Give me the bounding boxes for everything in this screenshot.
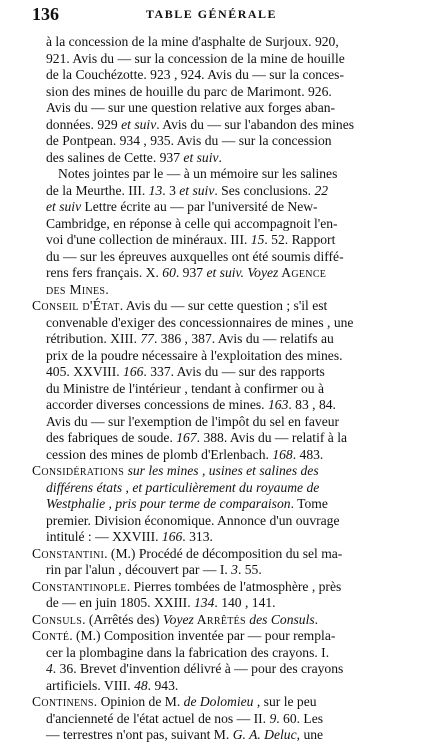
index-text: — terrestres n'ont pas, suivant M. <box>46 727 233 742</box>
index-line <box>46 645 329 662</box>
index-text: de — en juin 1805. XXIII. <box>46 595 194 610</box>
index-line <box>32 579 341 596</box>
index-line <box>46 216 338 233</box>
index-line <box>46 249 344 266</box>
index-text: . (M.) Composition inventée par — pour rempla- <box>69 628 336 643</box>
index-text: . 52. Rapport <box>264 232 336 247</box>
index-text: prix de la poudre nécessaire à l'exploitation des mines. <box>46 347 343 363</box>
index-text: . Opinion de M. <box>93 694 184 709</box>
index-text: artificiels. VIII. <box>46 677 135 693</box>
index-line <box>46 100 335 117</box>
index-heading: Agence <box>278 265 327 280</box>
index-text: 163 <box>267 397 289 412</box>
index-text: cer la plombagine dans la fabrication des crayons. I. <box>46 644 330 660</box>
index-text: rens fers français. X. <box>46 265 163 280</box>
index-text: . 337. Avis du — sur des rapports <box>143 364 325 379</box>
index-text: Westphalie , pris pour terme de comparaison <box>46 496 291 511</box>
index-text: de Dolomieu <box>183 694 254 709</box>
index-line <box>46 199 318 216</box>
index-text: Notes jointes par le — à un mémoire sur les salines <box>58 166 338 181</box>
index-text: 166 <box>123 364 144 379</box>
index-line <box>58 166 337 183</box>
index-text: 167 <box>176 430 197 445</box>
index-text: . 388. Avis du — relatif à la <box>196 430 348 445</box>
index-line <box>46 661 343 678</box>
index-text: 13 <box>148 182 163 198</box>
index-text: . <box>314 611 319 627</box>
index-text: . 140 , 141. <box>214 595 276 610</box>
index-text: des Consuls <box>245 611 315 627</box>
index-text: 166 <box>161 529 183 544</box>
index-text: du — sur les épreuves auxquelles ont été soumis diffé- <box>46 248 344 264</box>
index-heading: Conté <box>32 628 70 643</box>
running-title: TABLE GÉNÉRALE <box>145 7 278 21</box>
index-text: , une <box>296 727 324 742</box>
index-line <box>46 51 345 68</box>
index-line <box>46 414 339 431</box>
index-line <box>46 711 323 728</box>
index-heading: Arrêtés <box>193 611 246 627</box>
index-text: à la concession de la mine d'asphalte de Surjoux. 920, <box>46 34 339 49</box>
index-line <box>46 282 109 299</box>
index-text: sion des mines de houille du parc de Marimont. 926. <box>46 83 332 99</box>
index-text: rétribution. XIII. <box>46 331 141 346</box>
index-text: données. 929 <box>46 116 122 132</box>
index-text: . 943. <box>147 677 179 693</box>
index-text: 77 <box>140 331 154 346</box>
index-line <box>46 67 344 84</box>
index-line <box>46 150 222 167</box>
index-heading: Consuls <box>32 611 83 627</box>
index-text: . 313. <box>182 529 213 544</box>
index-text: et suiv <box>179 182 215 198</box>
index-line <box>32 612 318 629</box>
index-text: . (Arrêtés des) <box>82 611 163 627</box>
page-header <box>0 4 423 26</box>
index-text: Lettre écrite au — par l'université de New- <box>81 199 318 214</box>
index-text: . 3 <box>162 182 180 198</box>
index-text: et suiv. Voyez <box>206 265 279 280</box>
index-line <box>32 628 335 645</box>
index-text: accorder diverses concessions de mines. <box>46 397 268 412</box>
index-text: . Tome <box>290 496 328 511</box>
index-line <box>46 447 323 464</box>
index-text: 22 <box>314 182 329 198</box>
index-text: . Ses conclusions. <box>214 182 315 198</box>
index-heading: Conseil d'État <box>32 298 120 313</box>
index-text: . 386 , 387. Avis du — relatifs au <box>153 331 334 346</box>
index-text: voi d'une collection de minéraux. III. <box>46 232 251 247</box>
index-line <box>46 315 353 332</box>
index-text: 3 <box>231 562 238 577</box>
index-text: . <box>105 281 109 297</box>
index-line <box>46 364 325 381</box>
index-text: 9 <box>269 710 277 726</box>
index-text: Voyez <box>162 611 194 627</box>
index-text: 4 <box>46 661 53 676</box>
index-text: . <box>218 149 222 165</box>
index-text: 134 <box>194 595 215 610</box>
index-text: , sur le peu <box>253 694 317 709</box>
index-text: et suiv <box>121 116 157 132</box>
index-text: de la Meurthe. III. <box>46 182 149 198</box>
index-line <box>46 397 336 414</box>
index-line <box>46 34 339 51</box>
index-text: Cambridge, en réponse à celle qui accompagnoit l'en- <box>46 215 338 231</box>
index-line <box>46 529 213 546</box>
index-line <box>46 381 324 398</box>
index-line <box>46 678 178 695</box>
index-line <box>46 348 343 365</box>
index-text: et suiv <box>46 199 82 214</box>
index-text: G. A. Deluc <box>232 727 297 742</box>
index-line <box>46 595 276 612</box>
index-text: Avis du — sur une question relative aux forges aban- <box>46 100 336 115</box>
index-text: . 55. <box>237 562 262 577</box>
index-line <box>46 232 335 249</box>
index-line <box>46 562 262 579</box>
index-line <box>46 133 332 150</box>
index-text: 48 <box>134 677 148 693</box>
index-text: . (M.) Procédé de décomposition du sel ma- <box>104 545 343 561</box>
index-text: intitulé : — XXVIII. <box>46 529 162 544</box>
index-line <box>46 727 323 744</box>
index-heading: Considérations <box>32 463 125 478</box>
index-line <box>32 298 327 315</box>
index-text: des fabriques de soude. <box>46 430 177 445</box>
index-text: sur les mines , usines et salines des <box>124 463 319 478</box>
index-text: . 483. <box>292 446 324 462</box>
index-text: 60 <box>162 265 176 280</box>
index-text: . 937 <box>175 265 207 280</box>
index-text: . Avis du — sur cette question ; s'il est <box>119 298 328 313</box>
index-line <box>32 694 317 711</box>
index-text: convenable d'exiger des concessionnaires de mines , une <box>46 314 354 330</box>
index-line <box>46 265 326 282</box>
index-text: de la Couchézotte. 923 , 924. Avis du — sur la conces- <box>46 67 344 82</box>
index-line <box>46 183 328 200</box>
index-line <box>46 331 334 348</box>
index-heading: des Mines <box>46 281 106 297</box>
index-text: Avis du — sur l'exemption de l'impôt du sel en faveur <box>46 413 340 429</box>
index-text: . 60. Les <box>276 710 324 726</box>
index-text: de Pontpean. 934 , 935. Avis du — sur la concession <box>46 133 332 148</box>
index-text: des salines de Cette. 937 <box>46 149 184 165</box>
index-text: . Pierres tombées de l'atmosphère , près <box>126 578 342 594</box>
index-text: premier. Division économique. Annonce d'un ouvrage <box>46 512 340 528</box>
index-line <box>46 480 319 497</box>
index-text: . Avis du — sur l'abandon des mines <box>156 116 355 132</box>
index-text: différens états , et particulièrement du royaume de <box>46 479 320 495</box>
index-heading: Continens <box>32 694 94 709</box>
index-text: 168 <box>272 446 293 462</box>
index-line <box>46 496 328 513</box>
index-line <box>46 430 347 447</box>
index-text: . 36. Brevet d'invention délivré à — pour des crayons <box>52 661 344 676</box>
index-text: 15 <box>250 232 265 247</box>
index-heading: Constantini <box>32 545 105 561</box>
index-line <box>46 84 332 101</box>
index-text: et suiv <box>183 149 219 165</box>
index-heading: Constantinople <box>32 578 127 594</box>
index-text: 921. Avis du — sur la concession de la mine de houille <box>46 50 345 66</box>
index-text: du Ministre de l'intérieur , tendant à confirmer ou à <box>46 380 325 396</box>
page-number: 136 <box>32 4 59 24</box>
index-text: d'ancienneté de l'état actuel de nos — II. <box>46 710 270 726</box>
index-text: . 83 , 84. <box>288 397 336 412</box>
index-text: cession des mines de plomb d'Erlenbach. <box>46 446 273 462</box>
index-line <box>32 546 342 563</box>
index-line <box>32 463 319 480</box>
index-line <box>46 513 340 530</box>
index-text: rin par l'alun , découvert par — I. <box>46 562 232 577</box>
index-line <box>46 117 354 134</box>
index-text: 405. XXVIII. <box>46 364 124 379</box>
